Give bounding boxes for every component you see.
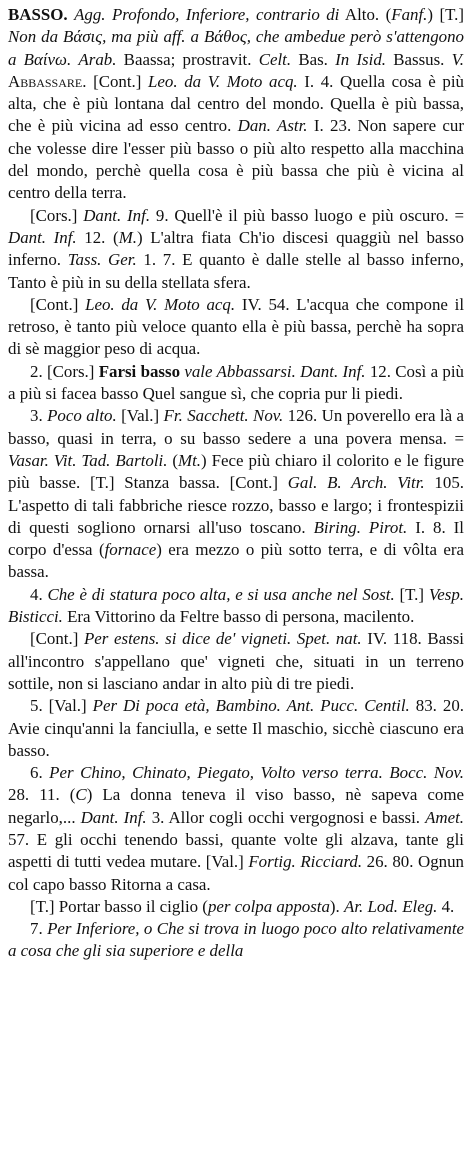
body-text: 5. [Val.] xyxy=(30,696,93,716)
body-text: Baassa; prostravit. xyxy=(116,49,259,69)
body-text: [Cont.] xyxy=(30,294,86,314)
body-text: 7. xyxy=(30,919,48,939)
body-text: ) La donna teneva il viso basso, nè sapeva come negarlo,... xyxy=(8,785,465,827)
body-text: [T.] xyxy=(394,584,429,604)
body-text: 4. xyxy=(30,584,48,604)
body-text: IV. 54. L'acqua che compone il retroso, è tanto più veloce quanto ella è più bassa, perchè ha sopra di sè maggior peso di acqua. xyxy=(8,294,465,359)
italic-text: Fortig. Ricciard. xyxy=(248,852,363,872)
body-text: ). xyxy=(329,896,344,916)
entry-paragraph xyxy=(8,918,464,963)
body-text: Alto. ( xyxy=(339,5,392,24)
italic-text: C xyxy=(75,785,87,805)
italic-text: Ar. Lod. Eleg. xyxy=(344,896,438,916)
italic-text: vale Abbassarsi. Dant. Inf. xyxy=(184,361,366,381)
body-text: ( xyxy=(167,450,179,470)
body-text: ) Fece più chiaro il colorito e le figure più basse. [T.] Stanza bassa. [Cont.] xyxy=(8,450,464,493)
body-text: 2. [Cors.] xyxy=(30,361,99,381)
body-text: 3. Allor cogli occhi vergognosi e bassi. xyxy=(146,807,426,827)
body-text: 26. 80. Ognun col capo basso Ritorna a casa. xyxy=(8,852,464,894)
headword-text: BASSO. xyxy=(8,5,68,24)
entry-paragraph xyxy=(8,4,464,205)
italic-text: Gal. B. Arch. Vitr. xyxy=(287,473,425,493)
italic-text: Non da Βάσις, ma più aff. a Βάθος, che ambedue però s'attengono a Βαίνω. Arab. xyxy=(8,27,464,69)
body-text: ) L'altra fiata Ch'io discesi quaggiù nel basso inferno. xyxy=(8,227,464,270)
italic-text: Mt. xyxy=(178,450,202,470)
italic-text: Poco alto. xyxy=(47,406,117,426)
body-text: IV. 118. Bassi all'incontro s'appellano que' vigneti che, situati in un terreno sottile, non si lasciano andar in alto più di tre piedi. xyxy=(8,629,464,693)
body-text: 12. Così a più a più si facea basso Quel sangue sì, che copria pur li piedi. xyxy=(8,361,464,404)
italic-text: Per Di poca età, Bambino. Ant. Pucc. Centil. xyxy=(92,696,410,716)
body-text: [T.] Portar basso il ciglio ( xyxy=(30,896,208,916)
italic-text: Vesp. Bisticci. xyxy=(8,584,464,627)
body-text: 126. Un poverello era là a basso, quasi in terra, o su basso sedere a una povera mensa. = xyxy=(8,406,465,448)
entry-paragraph xyxy=(8,205,464,294)
body-text: 28. 11. ( xyxy=(8,785,76,805)
body-text: 12. ( xyxy=(76,227,119,247)
italic-text: fornace xyxy=(104,540,157,560)
italic-text: Che è di statura poco alta, e si usa anche nel Sost. xyxy=(47,584,395,604)
headword-text: Farsi basso xyxy=(98,361,181,381)
entry-paragraph xyxy=(8,405,464,583)
italic-text: Leo. da V. Moto acq. xyxy=(148,71,298,91)
dictionary-entry-basso xyxy=(8,4,464,963)
entry-paragraph xyxy=(8,361,464,406)
entry-paragraph xyxy=(8,762,464,896)
italic-text: M. xyxy=(118,227,137,247)
italic-text: Dan. Astr. xyxy=(237,116,308,136)
body-text: ) era mezzo o più sotto terra, e di vôlta era bassa. xyxy=(8,540,464,582)
body-text: 4. xyxy=(437,896,455,916)
body-text: . [Cont.] xyxy=(82,71,149,91)
body-text: [Val.] xyxy=(116,406,164,426)
body-text: I. 8. Il corpo d'essa ( xyxy=(8,517,464,560)
italic-text: Per Inferiore, o Che si trova in luogo poco alto relativamente a cosa che gli sia superiore e della xyxy=(8,919,465,961)
body-text: ) [T.] xyxy=(427,5,464,24)
entry-paragraph xyxy=(8,628,464,695)
body-text: Bas. xyxy=(291,49,336,69)
italic-text: Fanf. xyxy=(391,5,428,24)
italic-text: Agg. Profondo, Inferiore, contrario di xyxy=(74,5,340,24)
entry-paragraph xyxy=(8,294,464,361)
body-text: I. 4. Quella cosa è più alta, che è più lontana dal centro del mondo. Quella è più bassa, che è più vicina ad esso centro. xyxy=(8,71,464,136)
body-text: 83. 20. Avie cinqu'anni la fanciulla, e sette Il maschio, sicchè ciascuno era basso. xyxy=(8,696,465,760)
body-text: 105. L'aspetto di tali fabbriche riesce rozzo, basso e largo; i frontespizii di questi sogliono ornarsi all'uso toscano. xyxy=(8,473,464,537)
italic-text: Biring. Pirot. xyxy=(313,517,408,537)
body-text: [Cont.] xyxy=(30,629,84,649)
body-text: 57. E gli occhi tenendo bassi, quante volte gli alzava, tante gli aspetti di tutti vedea mutare. [Val.] xyxy=(8,829,464,872)
body-text: Era Vittorino da Feltre basso di persona, macilento. xyxy=(62,607,415,627)
italic-text: V. xyxy=(451,49,464,69)
entry-paragraph xyxy=(8,695,464,762)
italic-text: Per estens. si dice de' vigneti. Spet. nat. xyxy=(83,629,362,649)
italic-text: Vasar. Vit. Tad. Bartoli. xyxy=(8,450,168,470)
italic-text: Dant. Inf. xyxy=(83,205,151,225)
italic-text: Dant. Inf. xyxy=(80,807,147,827)
body-text: 6. xyxy=(30,763,50,783)
italic-text: Tass. Ger. xyxy=(67,250,137,270)
entry-paragraph xyxy=(8,584,464,629)
body-text: 1. 7. E quanto è dalle stelle al basso inferno, Tanto è più in su della stellata sfera. xyxy=(8,250,464,292)
italic-text: Fr. Sacchett. Nov. xyxy=(163,406,284,426)
italic-text: Dant. Inf. xyxy=(8,227,77,247)
body-text: I. 23. Non sapere cur che volesse dire l'esser più basso o più alto respetto alla macchina del mondo, perchè quella cosa è più bassa che più è vicina al centro della terra. xyxy=(8,116,464,203)
small-caps-text: Abbassare xyxy=(8,71,83,91)
italic-text: Amet. xyxy=(425,807,464,827)
italic-text: per colpa apposta xyxy=(207,896,330,916)
body-text: 9. Quell'è il più basso luogo e più oscuro. = xyxy=(150,205,464,225)
italic-text: Per Chino, Chinato, Piegato, Volto verso terra. Bocc. Nov. xyxy=(49,763,464,783)
body-text: 3. xyxy=(30,406,48,426)
body-text: [Cors.] xyxy=(30,205,84,225)
italic-text: In Isid. xyxy=(335,49,386,69)
italic-text: Leo. da V. Moto acq. xyxy=(85,294,236,314)
body-text: Bassus. xyxy=(386,49,452,69)
entry-paragraph xyxy=(8,896,464,918)
italic-text: Celt. xyxy=(258,49,292,69)
